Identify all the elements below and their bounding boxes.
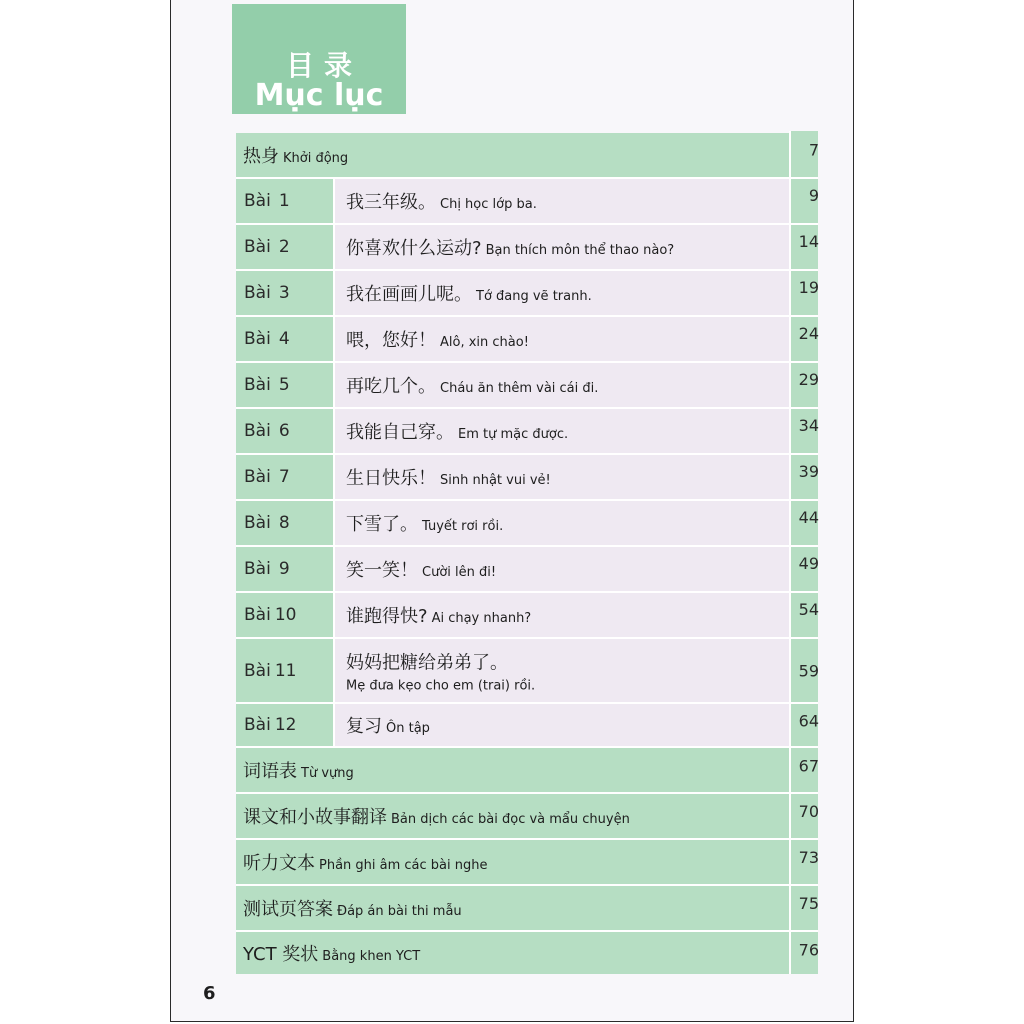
lesson-label: Bài xyxy=(244,421,271,441)
row-vietnamese: Tuyết rơi rồi. xyxy=(422,519,504,534)
lesson-number: 11 xyxy=(274,660,297,681)
row-vietnamese: Cười lên đi! xyxy=(422,565,497,580)
toc-row-lesson-12 xyxy=(236,704,818,746)
lesson-label: Bài xyxy=(244,191,271,211)
lesson-label: Bài xyxy=(244,237,271,257)
lesson-label: Bài xyxy=(244,375,271,395)
row-chinese: 你喜欢什么运动? xyxy=(346,238,482,259)
row-vietnamese: Mẹ đưa kẹo cho em (trai) rồi. xyxy=(346,678,536,693)
row-page: 54 xyxy=(798,599,819,619)
toc-row-lesson-9 xyxy=(236,547,818,591)
row-chinese: 课文和小故事翻译 xyxy=(243,807,387,828)
row-chinese: 测试页答案 xyxy=(243,899,333,920)
row-page: 75 xyxy=(798,893,819,913)
toc-row-lesson-11 xyxy=(236,639,818,702)
lesson-number: 8 xyxy=(278,513,290,533)
row-chinese: 我在画画儿呢。 xyxy=(346,284,472,305)
row-chinese: 我三年级。 xyxy=(346,192,436,213)
row-vietnamese: Tớ đang vẽ tranh. xyxy=(476,289,592,304)
row-page: 19 xyxy=(798,277,819,297)
row-vietnamese: Sinh nhật vui vẻ! xyxy=(440,473,551,488)
row-chinese: 喂，您好！ xyxy=(346,330,436,351)
row-vietnamese: Khởi động xyxy=(283,151,349,166)
row-chinese: 词语表 xyxy=(243,761,297,782)
row-page: 39 xyxy=(798,461,819,481)
toc-row-lesson-6 xyxy=(236,409,818,453)
row-page: 49 xyxy=(798,553,819,573)
row-chinese: 热身 xyxy=(243,146,279,167)
toc-row-lesson-8 xyxy=(236,501,818,545)
lesson-number: 10 xyxy=(274,605,297,625)
title-chinese: 目录 xyxy=(285,49,362,82)
lesson-label: Bài xyxy=(244,605,271,625)
toc-row-vocabulary xyxy=(236,748,818,792)
row-vietnamese: Alô, xin chào! xyxy=(440,335,529,350)
row-chinese: YCT 奖状 xyxy=(243,944,319,965)
lesson-number: 9 xyxy=(278,559,290,579)
row-chinese: 笑一笑！ xyxy=(346,560,418,581)
row-vietnamese: Ai chạy nhanh? xyxy=(431,611,532,626)
toc-row-lesson-3 xyxy=(236,271,818,315)
row-chinese: 妈妈把糖给弟弟了。 xyxy=(346,652,508,673)
row-page: 7 xyxy=(808,140,819,160)
row-page: 76 xyxy=(798,940,819,960)
row-vietnamese: Chị học lớp ba. xyxy=(440,197,537,212)
toc-row-lesson-2 xyxy=(236,225,818,269)
row-vietnamese: Bạn thích môn thể thao nào? xyxy=(485,243,675,258)
row-vietnamese: Cháu ăn thêm vài cái đi. xyxy=(440,381,599,396)
lesson-number: 6 xyxy=(278,421,290,441)
toc-row-listening-scripts xyxy=(236,840,818,884)
row-chinese: 我能自己穿。 xyxy=(346,422,454,443)
row-vietnamese: Em tự mặc được. xyxy=(458,427,569,442)
lesson-label: Bài xyxy=(244,513,271,533)
toc-title-box xyxy=(232,4,406,114)
row-page: 70 xyxy=(798,801,819,821)
row-page: 24 xyxy=(798,323,819,343)
row-chinese: 再吃几个。 xyxy=(346,376,436,397)
toc-row-lesson-4 xyxy=(236,317,818,361)
page-number: 6 xyxy=(203,983,216,1004)
row-page: 67 xyxy=(798,756,819,776)
row-vietnamese: Bản dịch các bài đọc và mẩu chuyện xyxy=(391,812,630,827)
lesson-number: 12 xyxy=(274,715,297,735)
lesson-number: 7 xyxy=(278,467,290,487)
toc-row-lesson-7 xyxy=(236,455,818,499)
lesson-number: 1 xyxy=(278,191,290,211)
toc-row-translations xyxy=(236,794,818,838)
row-chinese: 下雪了。 xyxy=(346,514,418,535)
row-page: 29 xyxy=(798,369,819,389)
lesson-number: 3 xyxy=(278,283,290,303)
row-vietnamese: Phần ghi âm các bài nghe xyxy=(319,858,488,873)
toc-row-lesson-5 xyxy=(236,363,818,407)
row-page: 64 xyxy=(798,711,819,731)
row-chinese: 生日快乐！ xyxy=(346,468,436,489)
toc-row-lesson-10 xyxy=(236,593,818,637)
lesson-number: 4 xyxy=(278,329,290,349)
row-chinese: 谁跑得快? xyxy=(346,606,428,627)
lesson-number: 2 xyxy=(278,237,290,257)
toc-row-yct-certificate xyxy=(236,932,818,974)
title-vietnamese: Mục lục xyxy=(254,78,384,113)
row-chinese: 听力文本 xyxy=(243,853,315,874)
row-page: 44 xyxy=(798,507,819,527)
toc-row-warmup xyxy=(236,133,818,177)
lesson-label: Bài xyxy=(244,329,271,349)
row-vietnamese: Đáp án bài thi mẫu xyxy=(337,904,462,919)
row-vietnamese: Ôn tập xyxy=(386,721,430,736)
row-vietnamese: Từ vựng xyxy=(301,766,354,781)
row-page: 59 xyxy=(798,661,819,680)
lesson-label: Bài xyxy=(244,715,271,735)
lesson-label: Bài xyxy=(244,660,271,681)
row-vietnamese: Bằng khen YCT xyxy=(322,949,421,964)
lesson-label: Bài xyxy=(244,283,271,303)
row-page: 9 xyxy=(808,185,819,205)
row-page: 73 xyxy=(798,847,819,867)
toc-row-lesson-1 xyxy=(236,179,818,223)
lesson-label: Bài xyxy=(244,559,271,579)
row-page: 34 xyxy=(798,415,819,435)
lesson-number: 5 xyxy=(278,375,290,395)
lesson-label: Bài xyxy=(244,467,271,487)
row-chinese: 复习 xyxy=(346,716,382,737)
row-page: 14 xyxy=(798,231,819,251)
toc-row-answer-key xyxy=(236,886,818,930)
